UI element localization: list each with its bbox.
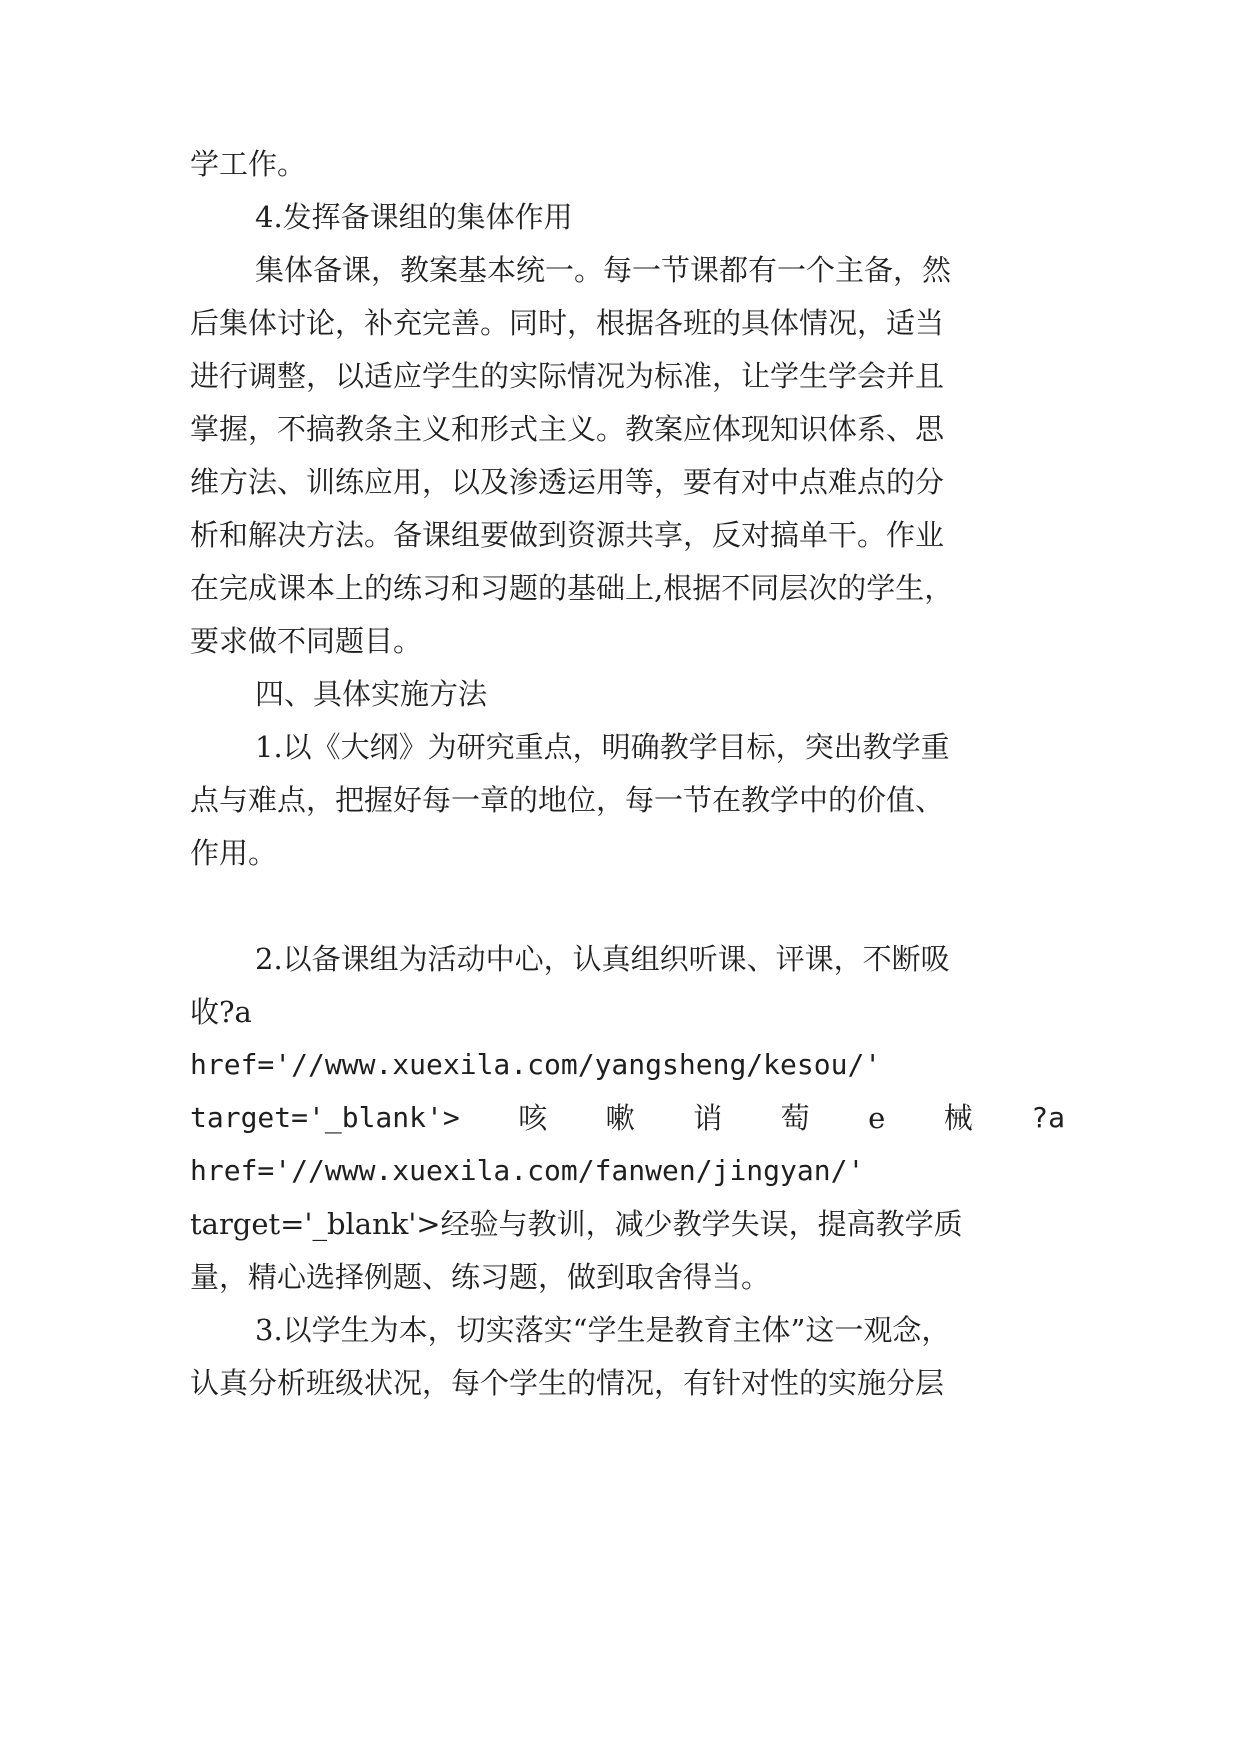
text-line: 量，精心选择例题、练习题，做到取舍得当。 — [190, 1260, 771, 1294]
raw-html-fragment: href='//www.xuexila.com/fanwen/jingyan/' — [190, 1154, 865, 1187]
text-line: 掌握，不搞教条主义和形式主义。教案应体现知识体系、思 — [190, 412, 945, 446]
text-line: 2.以备课组为活动中心，认真组织听课、评课，不断吸 — [255, 942, 950, 976]
garbled-char: 萄 — [780, 1101, 810, 1135]
text-line: 维方法、训练应用，以及渗透运用等，要有对中点难点的分 — [190, 465, 945, 499]
raw-html-fragment: ?a — [1031, 1101, 1065, 1134]
text-line: 3.以学生为本，切实落实“学生是教育主体”这一观念， — [255, 1313, 951, 1347]
text-line: 作用。 — [190, 836, 278, 870]
garbled-char: e — [868, 1101, 886, 1135]
text-line: 集体备课，教案基本统一。每一节课都有一个主备，然 — [255, 253, 952, 287]
text-line: 进行调整，以适应学生的实际情况为标准，让学生学会并且 — [190, 359, 945, 393]
section-heading: 4.发挥备课组的集体作用 — [255, 200, 573, 234]
text-line: 认真分析班级状况，每个学生的情况，有针对性的实施分层 — [190, 1366, 945, 1400]
text-line: 收?a — [190, 995, 252, 1029]
text-line: 学工作。 — [190, 147, 307, 181]
garbled-text-line — [190, 1098, 1065, 1138]
garbled-char: 嗽 — [605, 1101, 635, 1135]
text-line: 要求做不同题目。 — [190, 624, 423, 658]
garbled-char: 诮 — [693, 1101, 723, 1135]
garbled-char: 咳 — [518, 1101, 548, 1135]
text-line: target='_blank'>经验与教训，减少教学失误，提高教学质 — [190, 1207, 963, 1241]
garbled-char: 械 — [943, 1101, 973, 1135]
section-heading: 四、具体实施方法 — [255, 677, 488, 711]
text-line: 点与难点，把握好每一章的地位，每一节在教学中的价值、 — [190, 783, 945, 817]
text-line: 1.以《大纲》为研究重点，明确教学目标，突出教学重 — [255, 730, 950, 764]
text-line: 后集体讨论，补充完善。同时，根据各班的具体情况，适当 — [190, 306, 945, 340]
text-line: 在完成课本上的练习和习题的基础上,根据不同层次的学生， — [190, 571, 954, 605]
raw-html-fragment: href='//www.xuexila.com/yangsheng/kesou/' — [190, 1048, 882, 1081]
raw-html-fragment: target='_blank'> — [190, 1101, 460, 1134]
text-line: 析和解决方法。备课组要做到资源共享，反对搞单干。作业 — [190, 518, 945, 552]
